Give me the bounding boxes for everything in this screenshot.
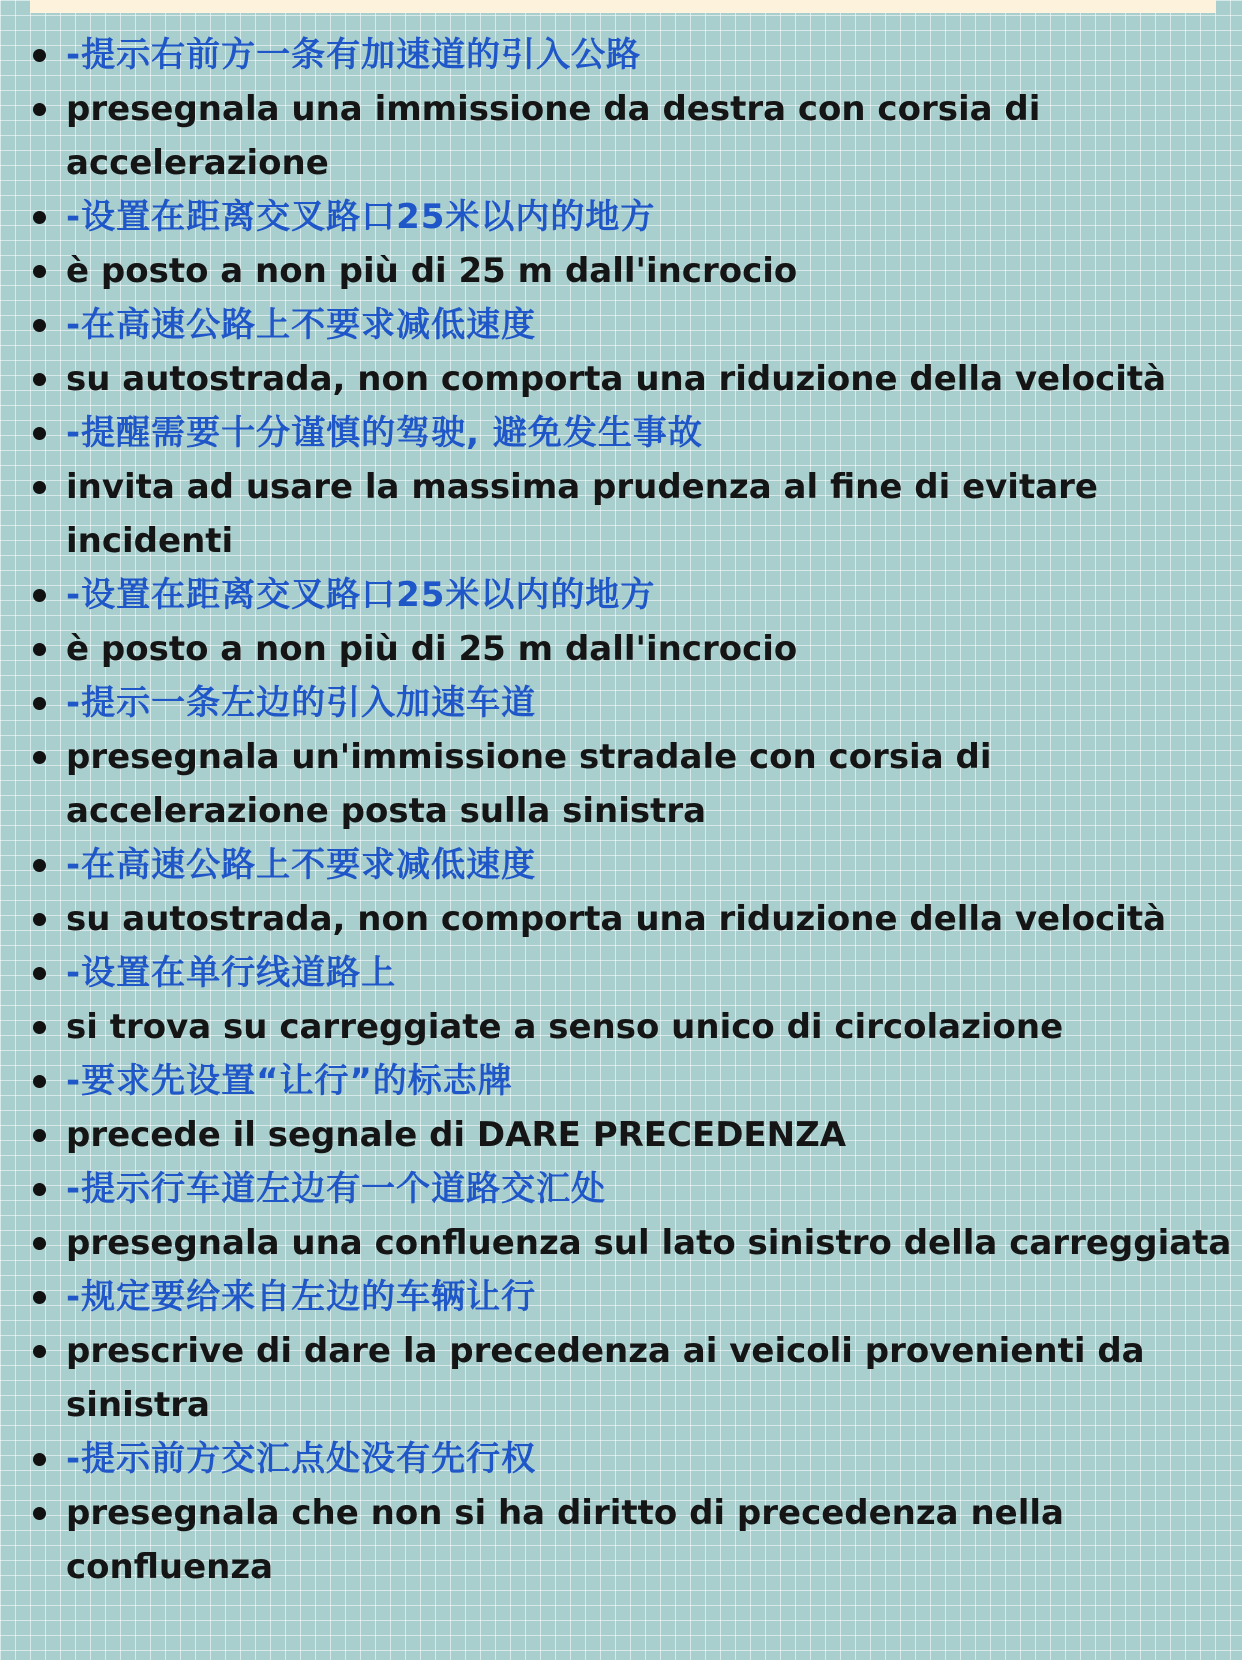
- list-item: [0, 1432, 1242, 1486]
- top-banner-strip: [30, 0, 1216, 13]
- list-item-text: -在高速公路上不要求减低速度: [66, 845, 537, 885]
- bullet-icon: [33, 1021, 46, 1034]
- list-item: [0, 1000, 1242, 1054]
- list-item: [0, 1216, 1242, 1270]
- list-item-text: precede il segnale di DARE PRECEDENZA: [66, 1115, 847, 1155]
- list-item: [0, 190, 1242, 244]
- list-item-text: presegnala che non si ha diritto di precedenza nella confluenza: [66, 1493, 1064, 1587]
- list-item: [0, 1486, 1242, 1594]
- bullet-icon: [33, 967, 46, 980]
- bullet-icon: [33, 211, 46, 224]
- list-item: [0, 676, 1242, 730]
- list-item-text: -提示一条左边的引入加速车道: [66, 683, 537, 723]
- list-item-text: è posto a non più di 25 m dall'incrocio: [66, 251, 798, 291]
- list-item-text: -要求先设置“让行”的标志牌: [66, 1061, 513, 1101]
- list-item-text: presegnala un'immissione stradale con corsia di accelerazione posta sulla sinistra: [66, 737, 992, 831]
- list-item-text: è posto a non più di 25 m dall'incrocio: [66, 629, 798, 669]
- bullet-icon: [33, 751, 46, 764]
- list-item: [0, 622, 1242, 676]
- list-item: [0, 568, 1242, 622]
- list-item-text: -规定要给来自左边的车辆让行: [66, 1277, 537, 1317]
- bullet-icon: [33, 319, 46, 332]
- bullet-icon: [33, 697, 46, 710]
- bullet-icon: [33, 643, 46, 656]
- bullet-icon: [33, 859, 46, 872]
- list-item-text: -在高速公路上不要求减低速度: [66, 305, 537, 345]
- list-item: [0, 406, 1242, 460]
- bullet-icon: [33, 1075, 46, 1088]
- list-item-text: su autostrada, non comporta una riduzione della velocità: [66, 899, 1167, 939]
- bullet-icon: [33, 481, 46, 494]
- list-item-text: -提醒需要十分谨慎的驾驶, 避免发生事故: [66, 413, 703, 453]
- bullet-icon: [33, 913, 46, 926]
- bullet-icon: [33, 1345, 46, 1358]
- list-item: [0, 730, 1242, 838]
- bullet-icon: [33, 1237, 46, 1250]
- list-item: [0, 892, 1242, 946]
- bullet-icon: [33, 265, 46, 278]
- list-item: [0, 838, 1242, 892]
- bullet-icon: [33, 427, 46, 440]
- list-item: [0, 28, 1242, 82]
- list-item: [0, 1108, 1242, 1162]
- list-item-text: prescrive di dare la precedenza ai veicoli provenienti da sinistra: [66, 1331, 1145, 1425]
- list-item-text: -设置在距离交叉路口25米以内的地方: [66, 575, 656, 615]
- list-item-text: -提示右前方一条有加速道的引入公路: [66, 35, 642, 75]
- bullet-icon: [33, 1183, 46, 1196]
- list-item-text: su autostrada, non comporta una riduzione della velocità: [66, 359, 1167, 399]
- list-item-text: presegnala una confluenza sul lato sinistro della carreggiata: [66, 1223, 1232, 1263]
- list-item: [0, 1162, 1242, 1216]
- bullet-icon: [33, 1453, 46, 1466]
- list-item-text: -提示前方交汇点处没有先行权: [66, 1439, 537, 1479]
- list-item: [0, 244, 1242, 298]
- list-item-text: si trova su carreggiate a senso unico di circolazione: [66, 1007, 1064, 1047]
- bullet-icon: [33, 1507, 46, 1520]
- list-item-text: presegnala una immissione da destra con corsia di accelerazione: [66, 89, 1041, 183]
- list-item-text: -提示行车道左边有一个道路交汇处: [66, 1169, 607, 1209]
- bullet-list: [0, 28, 1242, 1594]
- list-item: [0, 298, 1242, 352]
- list-item-text: invita ad usare la massima prudenza al fine di evitare incidenti: [66, 467, 1098, 561]
- list-item-text: -设置在单行线道路上: [66, 953, 397, 993]
- bullet-icon: [33, 1291, 46, 1304]
- bullet-icon: [33, 589, 46, 602]
- list-item: [0, 460, 1242, 568]
- list-item: [0, 946, 1242, 1000]
- list-item: [0, 1054, 1242, 1108]
- bullet-icon: [33, 373, 46, 386]
- list-item: [0, 352, 1242, 406]
- bullet-icon: [33, 1129, 46, 1142]
- list-item: [0, 1270, 1242, 1324]
- bullet-icon: [33, 49, 46, 62]
- bullet-icon: [33, 103, 46, 116]
- list-item: [0, 1324, 1242, 1432]
- list-item-text: -设置在距离交叉路口25米以内的地方: [66, 197, 656, 237]
- list-item: [0, 82, 1242, 190]
